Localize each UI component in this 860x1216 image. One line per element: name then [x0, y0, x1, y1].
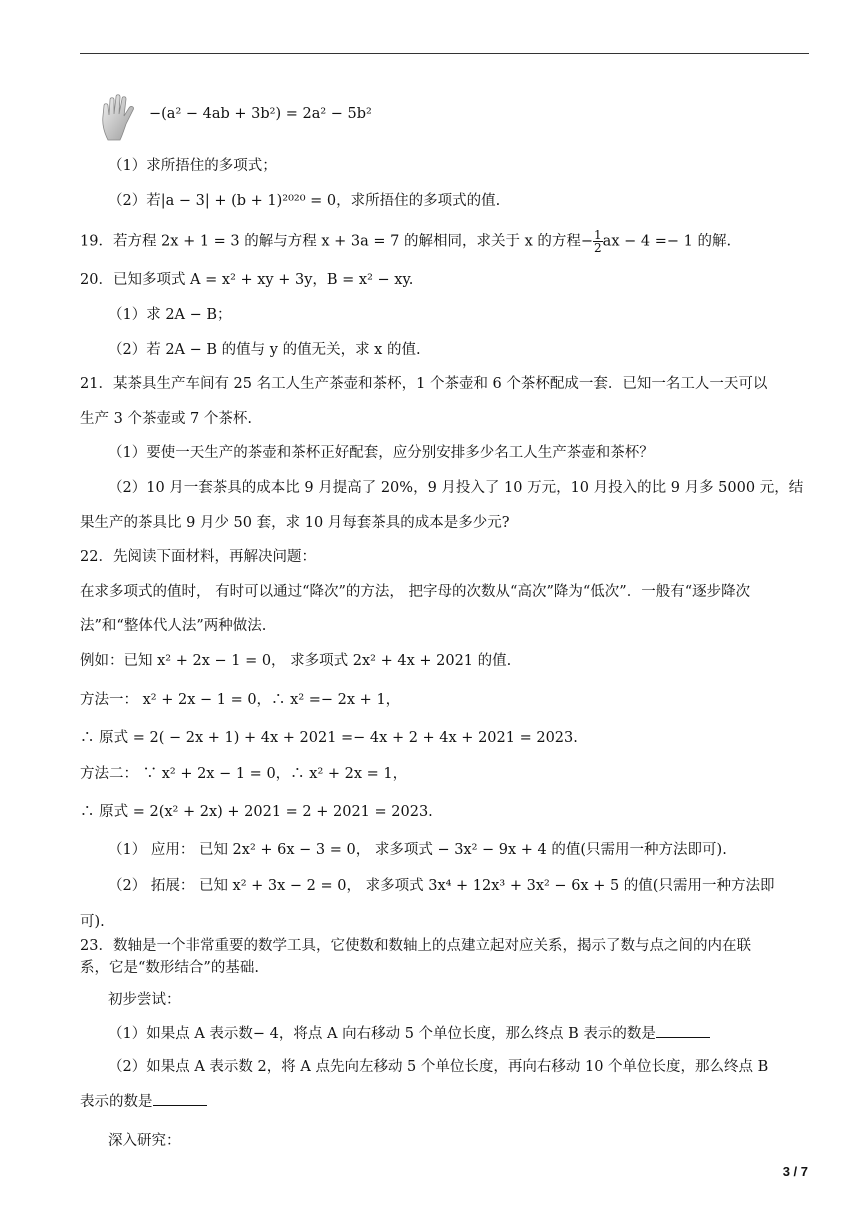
fraction — [593, 229, 603, 254]
line-text: （2）如果点 A 表示数 2，将 A 点先向左移动 5 个单位长度，再向右移动 10 个单位长度，那么终点 B — [108, 1059, 769, 1075]
line-text: 初步尝试： — [108, 992, 181, 1008]
line-text: 21．某茶具生产车间有 25 名工人生产茶壶和茶杯，1 个茶壶和 6 个茶杯配成一套．已知一名工人一天可以 — [80, 376, 768, 392]
text-line — [108, 1057, 809, 1077]
line-text: 果生产的茶具比 9 月少 50 套，求 10 月每套茶具的成本是多少元? — [80, 515, 510, 531]
answer-blank[interactable] — [656, 1023, 710, 1038]
text-line — [108, 305, 809, 325]
line-text: 方法一： x² + 2x − 1 = 0，∴ x² =− 2x + 1， — [80, 692, 401, 708]
line-text: 23．数轴是一个非常重要的数学工具，它使数和数轴上的点建立起对应关系，揭示了数与点之间的内在联 — [80, 938, 751, 954]
line-text: （2） 拓展： 已知 x² + 3x − 2 = 0， 求多项式 3x⁴ + 12x³ + 3x² − 6x + 5 的值(只需用一种方法即 — [108, 878, 775, 894]
line-text: 20．已知多项式 A = x² + xy + 3y，B = x² − xy. — [80, 272, 414, 288]
text-line — [80, 547, 809, 567]
line-text: （2）若 2A − B 的值与 y 的值无关，求 x 的值. — [108, 342, 421, 358]
text-line — [108, 1023, 809, 1044]
line-text: 19．若方程 2x + 1 = 3 的解与方程 x + 3a = 7 的解相同，求关于 x 的方程− — [80, 233, 594, 250]
line-text: 22．先阅读下面材料，再解决问题： — [80, 549, 316, 565]
line-text: 深入研究： — [108, 1133, 181, 1149]
line-text: （1） 应用： 已知 2x² + 6x − 3 = 0， 求多项式 − 3x² − 9x + 4 的值(只需用一种方法即可). — [108, 842, 727, 858]
text-line — [108, 840, 809, 860]
fraction-numerator: 1 — [594, 228, 602, 242]
line-text: （2）若|a − 3| + (b + 1)²⁰²⁰ = 0，求所捂住的多项式的值. — [108, 193, 501, 209]
line-text: −(a² − 4ab + 3b²) = 2a² − 5b² — [149, 106, 372, 122]
text-line — [80, 728, 809, 748]
text-line — [80, 616, 809, 636]
text-line — [108, 876, 809, 896]
text-line — [80, 1091, 809, 1112]
fraction-denominator: 2 — [594, 241, 602, 255]
line-text: （1）求 2A − B； — [108, 307, 232, 323]
line-text: （1）如果点 A 表示数− 4，将点 A 向右移动 5 个单位长度，那么终点 B 表示的数是 — [108, 1026, 656, 1042]
line-text: 例如：已知 x² + 2x − 1 = 0， 求多项式 2x² + 4x + 2021 的值. — [80, 653, 512, 669]
line-text: 方法二： ∵ x² + 2x − 1 = 0，∴ x² + 2x = 1， — [80, 766, 408, 782]
text-line — [108, 478, 809, 498]
text-line — [108, 340, 809, 360]
line-text: ∴ 原式 = 2(x² + 2x) + 2021 = 2 + 2021 = 2023. — [80, 804, 433, 820]
text-line — [101, 104, 857, 124]
line-text: （1）要使一天生产的茶壶和茶杯正好配套，应分别安排多少名工人生产茶壶和茶杯？ — [108, 445, 654, 461]
line-text: 法”和“整体代人法”两种做法. — [80, 618, 267, 634]
answer-blank[interactable] — [153, 1091, 207, 1106]
text-line — [80, 229, 809, 254]
text-line — [80, 690, 809, 710]
text-line — [108, 443, 809, 463]
text-line — [80, 270, 809, 290]
line-text: 系，它是“数形结合”的基础. — [80, 960, 259, 976]
text-line — [80, 936, 809, 956]
line-text: ∴ 原式 = 2( − 2x + 1) + 4x + 2021 =− 4x + 2 + 4x + 2021 = 2023. — [80, 730, 578, 746]
text-line — [80, 409, 809, 429]
line-text: 生产 3 个茶壶或 7 个茶杯. — [80, 411, 252, 427]
text-line — [80, 912, 809, 932]
text-line — [80, 513, 809, 533]
text-line — [108, 990, 809, 1010]
text-line — [80, 958, 809, 978]
line-text-after: ax − 4 =− 1 的解. — [602, 233, 732, 250]
line-text: 可). — [80, 914, 105, 930]
text-line — [80, 651, 809, 671]
page-number: 3 / 7 — [782, 1164, 808, 1179]
text-line — [108, 156, 809, 176]
text-line — [80, 802, 809, 822]
text-line — [80, 582, 809, 602]
header-rule — [80, 53, 809, 54]
text-line — [108, 1131, 809, 1151]
text-line — [80, 764, 809, 784]
line-text: （2）10 月一套茶具的成本比 9 月提高了 20%，9 月投入了 10 万元，10 月投入的比 9 月多 5000 元，结 — [108, 480, 804, 496]
line-text: 在求多项式的值时， 有时可以通过“降次”的方法， 把字母的次数从“高次”降为“低次”．一般有“逐步降次 — [80, 584, 751, 600]
line-text: 表示的数是 — [80, 1094, 153, 1110]
text-line — [108, 191, 809, 211]
line-text: （1）求所捂住的多项式； — [108, 158, 277, 174]
text-line — [80, 374, 809, 394]
